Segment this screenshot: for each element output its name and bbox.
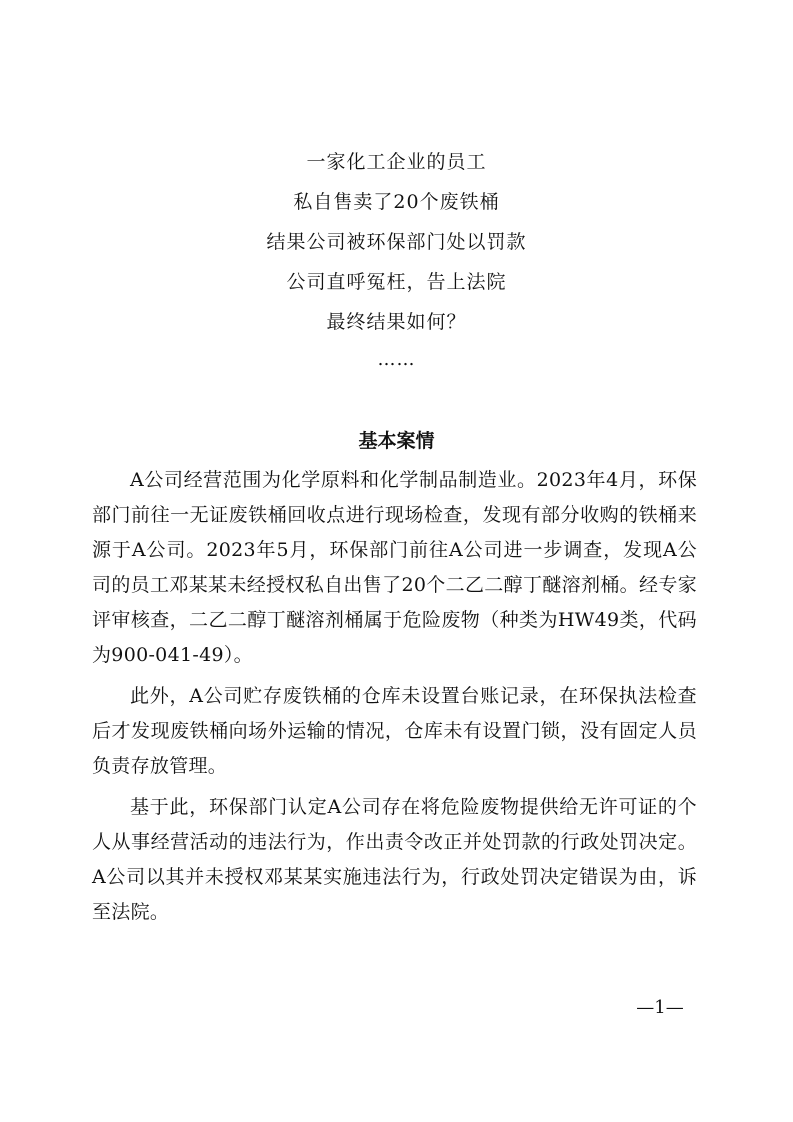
intro-line: 公司直呼冤枉，告上法院: [286, 271, 507, 293]
intro-line: 最终结果如何？: [326, 311, 467, 333]
section-title: 基本案情: [358, 430, 435, 452]
intro-line: 结果公司被环保部门处以罚款: [266, 231, 527, 253]
paragraph: A公司经营范围为化学原料和化学制品制造业。2023年4月，环保部门前往一无证废铁桶回收点进行现场检查，发现有部分收购的铁桶来源于A公司。2023年5月，环保部门前往A公司进一步调查，发现A公司的员工邓某某未经授权私自出售了20个二乙二醇丁醚溶剂桶。经专家评审核查，二乙二醇丁醚溶剂桶属于危险废物（种类为HW49类，代码为900-041-49）。: [92, 469, 697, 666]
intro-line: 一家化工企业的员工: [306, 151, 487, 173]
intro-line: 私自售卖了20个废铁桶: [293, 191, 500, 213]
intro-block: [0, 148, 793, 372]
page-number: —1—: [636, 997, 684, 1018]
paragraph: 此外，A公司贮存废铁桶的仓库未设置台账记录，在环保执法检查后才发现废铁桶向场外运输的情况，仓库未有设置门锁，没有固定人员负责存放管理。: [92, 685, 697, 777]
ellipsis: ……: [377, 349, 416, 370]
paragraph: 基于此，环保部门认定A公司存在将危险废物提供给无许可证的个人从事经营活动的违法行为，作出责令改正并处罚款的行政处罚决定。A公司以其并未授权邓某某实施违法行为，行政处罚决定错误为由，诉至法院。: [92, 796, 697, 923]
body-text: [92, 463, 697, 936]
